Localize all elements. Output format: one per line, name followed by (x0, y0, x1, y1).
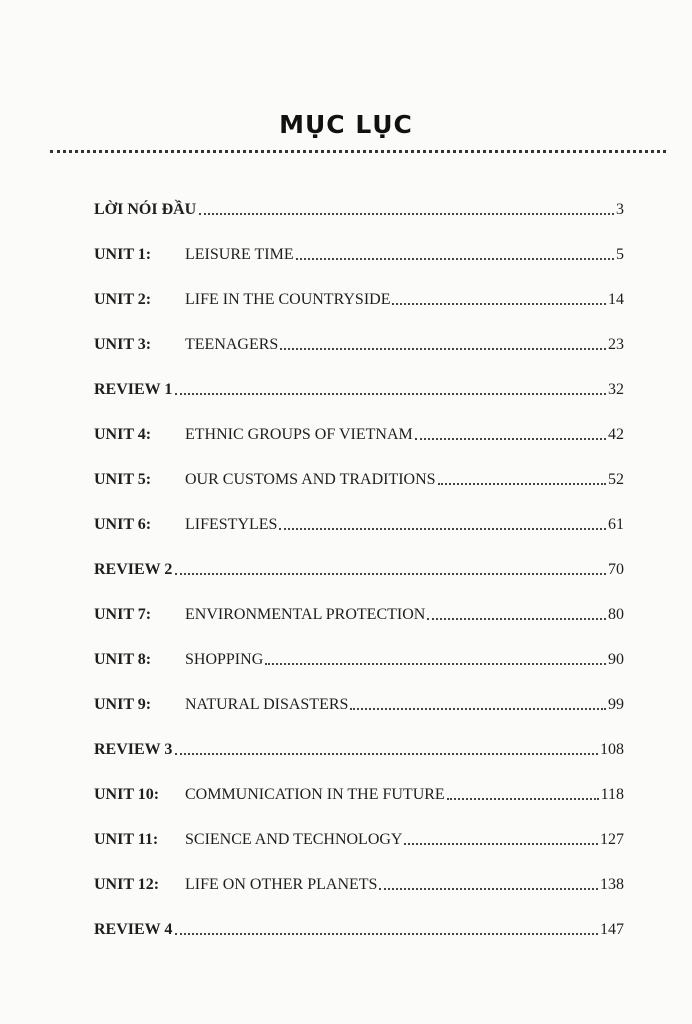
toc-entry-label: REVIEW 3 (94, 741, 173, 758)
toc-entry-title: TEENAGERS (185, 336, 279, 353)
toc-entry-title: ENVIRONMENTAL PROTECTION (185, 606, 426, 623)
toc-entry-label: REVIEW 2 (94, 561, 173, 578)
toc-entry[interactable] (94, 511, 624, 535)
toc-entry-page: 61 (608, 516, 624, 533)
dot-leader (199, 213, 614, 215)
toc-entry-label: UNIT 6: (94, 516, 152, 533)
toc-entry[interactable] (94, 826, 624, 850)
toc-entry-title: LEISURE TIME (185, 246, 294, 263)
toc-entry-title: LIFE ON OTHER PLANETS (185, 876, 378, 893)
dot-leader (175, 393, 606, 395)
toc-entry[interactable] (94, 421, 624, 445)
toc-entry[interactable] (94, 691, 624, 715)
page-title: MỤC LỤC (279, 110, 413, 139)
toc-entry-label: REVIEW 4 (94, 921, 173, 938)
dot-leader (404, 843, 598, 845)
toc-entry[interactable] (94, 736, 624, 760)
toc-entry-page: 23 (608, 336, 624, 353)
toc-entry-page: 70 (608, 561, 624, 578)
toc-entry-page: 147 (600, 921, 624, 938)
toc-entry-title: LIFE IN THE COUNTRYSIDE (185, 291, 391, 308)
dot-leader (438, 483, 606, 485)
toc-entry-page: 5 (616, 246, 624, 263)
toc-entry-label: UNIT 2: (94, 291, 152, 308)
toc-entry-label: UNIT 1: (94, 246, 152, 263)
toc-entry-label: UNIT 10: (94, 786, 160, 803)
toc-entry-label: LỜI NÓI ĐẦU (94, 201, 197, 218)
toc-entry-page: 118 (600, 786, 624, 803)
toc-entry-title: SHOPPING (185, 651, 264, 668)
toc-entry-label: UNIT 5: (94, 471, 152, 488)
dot-leader (175, 573, 606, 575)
toc-entry-page: 108 (600, 741, 624, 758)
toc-entry-title: SCIENCE AND TECHNOLOGY (185, 831, 403, 848)
toc-entry[interactable] (94, 916, 624, 940)
dot-leader (280, 348, 606, 350)
toc-entry[interactable] (94, 196, 624, 220)
toc-entry-page: 138 (600, 876, 624, 893)
toc-entry[interactable] (94, 556, 624, 580)
dot-leader (279, 528, 606, 530)
toc-entry-page: 32 (608, 381, 624, 398)
toc-entry-label: UNIT 8: (94, 651, 152, 668)
toc-entry-page: 127 (600, 831, 624, 848)
toc-entry[interactable] (94, 781, 624, 805)
toc-entry-label: UNIT 12: (94, 876, 160, 893)
toc-entry-page: 80 (608, 606, 624, 623)
dot-leader (427, 618, 606, 620)
toc-entry-title: OUR CUSTOMS AND TRADITIONS (185, 471, 436, 488)
dot-leader (175, 753, 598, 755)
dot-leader (350, 708, 606, 710)
toc-entry-label: UNIT 3: (94, 336, 152, 353)
toc-entry-page: 52 (608, 471, 624, 488)
toc-entry-page: 3 (616, 201, 624, 218)
dot-leader (379, 888, 598, 890)
toc-entry-page: 90 (608, 651, 624, 668)
dot-leader (265, 663, 606, 665)
toc-entry-label: UNIT 11: (94, 831, 159, 848)
toc-entry-title: COMMUNICATION IN THE FUTURE (185, 786, 445, 803)
toc-entry-title: LIFESTYLES (185, 516, 278, 533)
toc-entry[interactable] (94, 241, 624, 265)
toc-entry-page: 42 (608, 426, 624, 443)
toc-entry-title: ETHNIC GROUPS OF VIETNAM (185, 426, 413, 443)
toc-entry-page: 99 (608, 696, 624, 713)
toc-entry[interactable] (94, 646, 624, 670)
toc-entry-page: 14 (608, 291, 624, 308)
dot-leader (175, 933, 598, 935)
toc-entry[interactable] (94, 871, 624, 895)
dot-leader (447, 798, 599, 800)
toc-entry-title: NATURAL DISASTERS (185, 696, 349, 713)
toc-entry[interactable] (94, 376, 624, 400)
dot-leader (415, 438, 606, 440)
toc-entry[interactable] (94, 331, 624, 355)
toc-entry-label: REVIEW 1 (94, 381, 173, 398)
toc-entry[interactable] (94, 286, 624, 310)
dot-leader (296, 258, 614, 260)
dotted-divider (50, 150, 666, 153)
toc-entry-label: UNIT 4: (94, 426, 152, 443)
toc-entry-label: UNIT 7: (94, 606, 152, 623)
toc-entry[interactable] (94, 601, 624, 625)
toc-entry-label: UNIT 9: (94, 696, 152, 713)
toc-entry[interactable] (94, 466, 624, 490)
dot-leader (392, 303, 606, 305)
